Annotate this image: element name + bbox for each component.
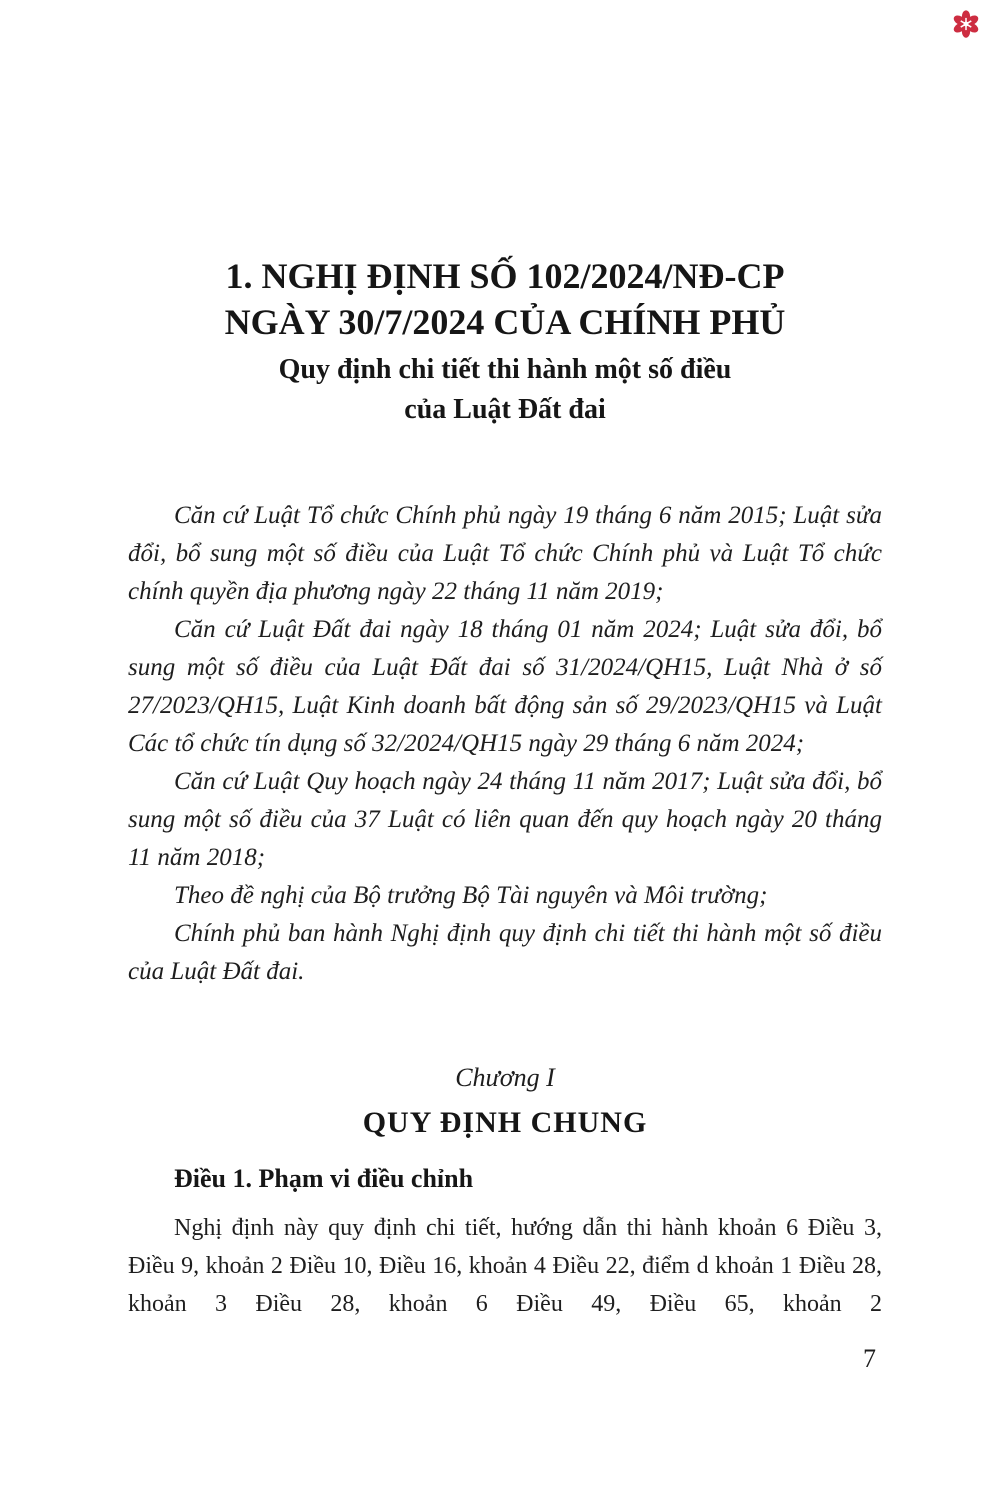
preamble-paragraph: Căn cứ Luật Quy hoạch ngày 24 tháng 11 năm 2017; Luật sửa đổi, bổ sung một số điều của 37 Luật có liên quan đến quy hoạch ngày 20 tháng 11 năm 2018; <box>128 768 882 871</box>
subtitle-line-2: của Luật Đất đai <box>404 394 606 425</box>
article-body: Nghị định này quy định chi tiết, hướng dẫn thi hành khoản 6 Điều 3, Điều 9, khoản 2 Điều 10, Điều 16, khoản 4 Điều 22, điểm d khoản 1 Điều 28, khoản 3 Điều 28, khoản 6 Điều 49, Điều 65, khoản 2 <box>128 1215 882 1317</box>
title-line-2: NGÀY 30/7/2024 CỦA CHÍNH PHỦ <box>224 302 786 342</box>
document-title <box>128 253 882 345</box>
document-subtitle <box>128 350 882 430</box>
page-number: 7 <box>863 1344 876 1373</box>
preamble-paragraph: Căn cứ Luật Đất đai ngày 18 tháng 01 năm 2024; Luật sửa đổi, bổ sung một số điều của Luật Đất đai số 31/2024/QH15, Luật Nhà ở số 27/2023/QH15, Luật Kinh doanh bất động sản số 29/2023/QH15 và Luật Các tổ chức tín dụng số 32/2024/QH15 ngày 29 tháng 6 năm 2024; <box>128 616 882 757</box>
chapter-label: Chương I <box>455 1063 555 1092</box>
preamble-paragraph: Chính phủ ban hành Nghị định quy định chi tiết thi hành một số điều của Luật Đất đai. <box>128 920 882 985</box>
article-heading: Điều 1. Phạm vi điều chỉnh <box>174 1164 474 1193</box>
preamble-paragraph: Căn cứ Luật Tổ chức Chính phủ ngày 19 tháng 6 năm 2015; Luật sửa đổi, bổ sung một số điều của Luật Tổ chức Chính phủ và Luật Tổ chức chính quyền địa phương ngày 22 tháng 11 năm 2019; <box>128 502 882 605</box>
chapter-heading: QUY ĐỊNH CHUNG <box>362 1106 648 1139</box>
preamble-section <box>128 497 882 991</box>
subtitle-line-1: Quy định chi tiết thi hành một số điều <box>278 354 732 385</box>
title-line-1: 1. NGHỊ ĐỊNH SỐ 102/2024/NĐ-CP <box>225 256 785 296</box>
document-content <box>128 0 882 991</box>
preamble-paragraph: Theo đề nghị của Bộ trưởng Bộ Tài nguyên và Môi trường; <box>174 882 768 909</box>
chapter-section <box>128 1059 882 1323</box>
flower-asterisk-icon <box>951 9 981 39</box>
